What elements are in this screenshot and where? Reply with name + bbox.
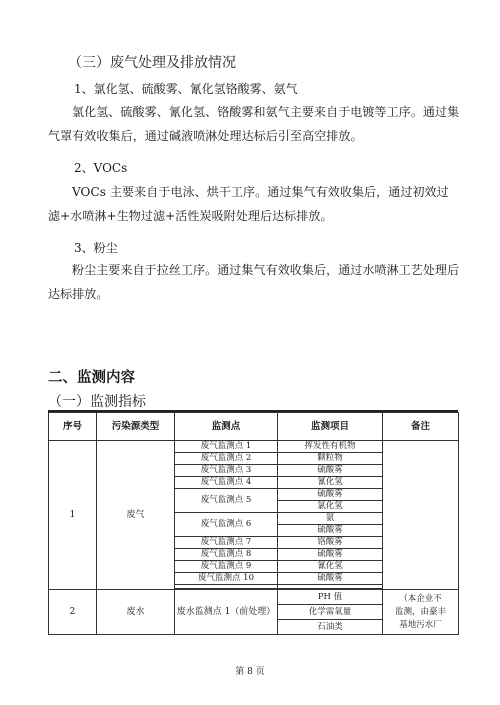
col-header-point: 监测点 (175, 413, 278, 441)
table-header-row (49, 413, 459, 441)
table-row (49, 441, 459, 453)
note-line: 基地污水厂 (399, 619, 442, 630)
source-type: 废气 (97, 441, 175, 590)
monitor-item: 化学需氧量 (278, 605, 383, 620)
monitor-item: 硫酸雾 (278, 525, 383, 537)
monitor-item: 石油类 (278, 620, 383, 635)
monitor-item: 氰化氢 (278, 561, 383, 573)
monitor-item: 硫酸雾 (278, 489, 383, 501)
monitor-item: 硫酸雾 (278, 549, 383, 561)
row-no: 2 (49, 590, 97, 635)
monitor-item: 挥发性有机物 (278, 441, 383, 453)
monitor-point: 废水监测点 1（前处理） (175, 590, 278, 635)
item-title-2: 2、VOCs (74, 161, 128, 175)
note-cell (383, 441, 459, 590)
col-header-note: 备注 (383, 413, 459, 441)
monitor-point: 废气监测点 1 (175, 441, 278, 453)
note-line: （本企业不 (399, 593, 442, 604)
row-no: 1 (49, 441, 97, 590)
monitoring-table (48, 412, 459, 635)
source-type: 废水 (97, 590, 175, 635)
monitor-point: 废气监测点 10 (175, 573, 278, 585)
monitor-point: 废气监测点 3 (175, 465, 278, 477)
item-body-2: VOCs 主要来自于电泳、烘干工序。通过集气有效收集后，通过初效过滤+水喷淋+生物过滤+活性炭吸附处理后达标排放。 (48, 185, 449, 223)
section-heading-exhaust: （三）废气处理及排放情况 (68, 55, 236, 71)
item-body-3: 粉尘主要来自于拉丝工序。通过集气有效收集后，通过水喷淋工艺处理后达标排放。 (48, 263, 460, 301)
monitor-point: 废气监测点 2 (175, 453, 278, 465)
monitor-item: 硫酸雾 (278, 573, 383, 585)
item-title-1: 1、氯化氢、硫酸雾、氰化氢铬酸雾、氨气 (74, 82, 298, 96)
monitor-point: 废气监测点 4 (175, 477, 278, 489)
monitor-point: 废气监测点 8 (175, 549, 278, 561)
monitor-item: 颗粒物 (278, 453, 383, 465)
monitor-item: 氯化氢 (278, 501, 383, 513)
monitor-item: PH 值 (278, 590, 383, 605)
monitor-item: 硫酸雾 (278, 465, 383, 477)
monitor-item: 铬酸雾 (278, 537, 383, 549)
section-heading-monitoring: 二、监测内容 (48, 370, 135, 386)
monitor-item: 氨 (278, 513, 383, 525)
monitor-point: 废气监测点 7 (175, 537, 278, 549)
subsection-heading-indicators: （一）监测指标 (48, 394, 146, 410)
monitor-point: 废气监测点 6 (175, 513, 278, 537)
item-title-3: 3、粉尘 (74, 241, 118, 255)
table-row (49, 590, 459, 605)
col-header-no: 序号 (49, 413, 97, 441)
note-line: 监测，由豪丰 (394, 606, 446, 617)
monitor-point: 废气监测点 9 (175, 561, 278, 573)
note-cell (383, 590, 459, 635)
page-number: 第 8 页 (235, 667, 265, 677)
monitor-item: 氰化氢 (278, 477, 383, 489)
col-header-item: 监测项目 (278, 413, 383, 441)
item-body-1: 氯化氢、硫酸雾、氰化氢、铬酸雾和氨气主要来自于电镀等工序。通过集气罩有效收集后，通过碱液喷淋处理达标后引至高空排放。 (48, 105, 460, 143)
monitor-point: 废气监测点 5 (175, 489, 278, 513)
col-header-type: 污染源类型 (97, 413, 175, 441)
